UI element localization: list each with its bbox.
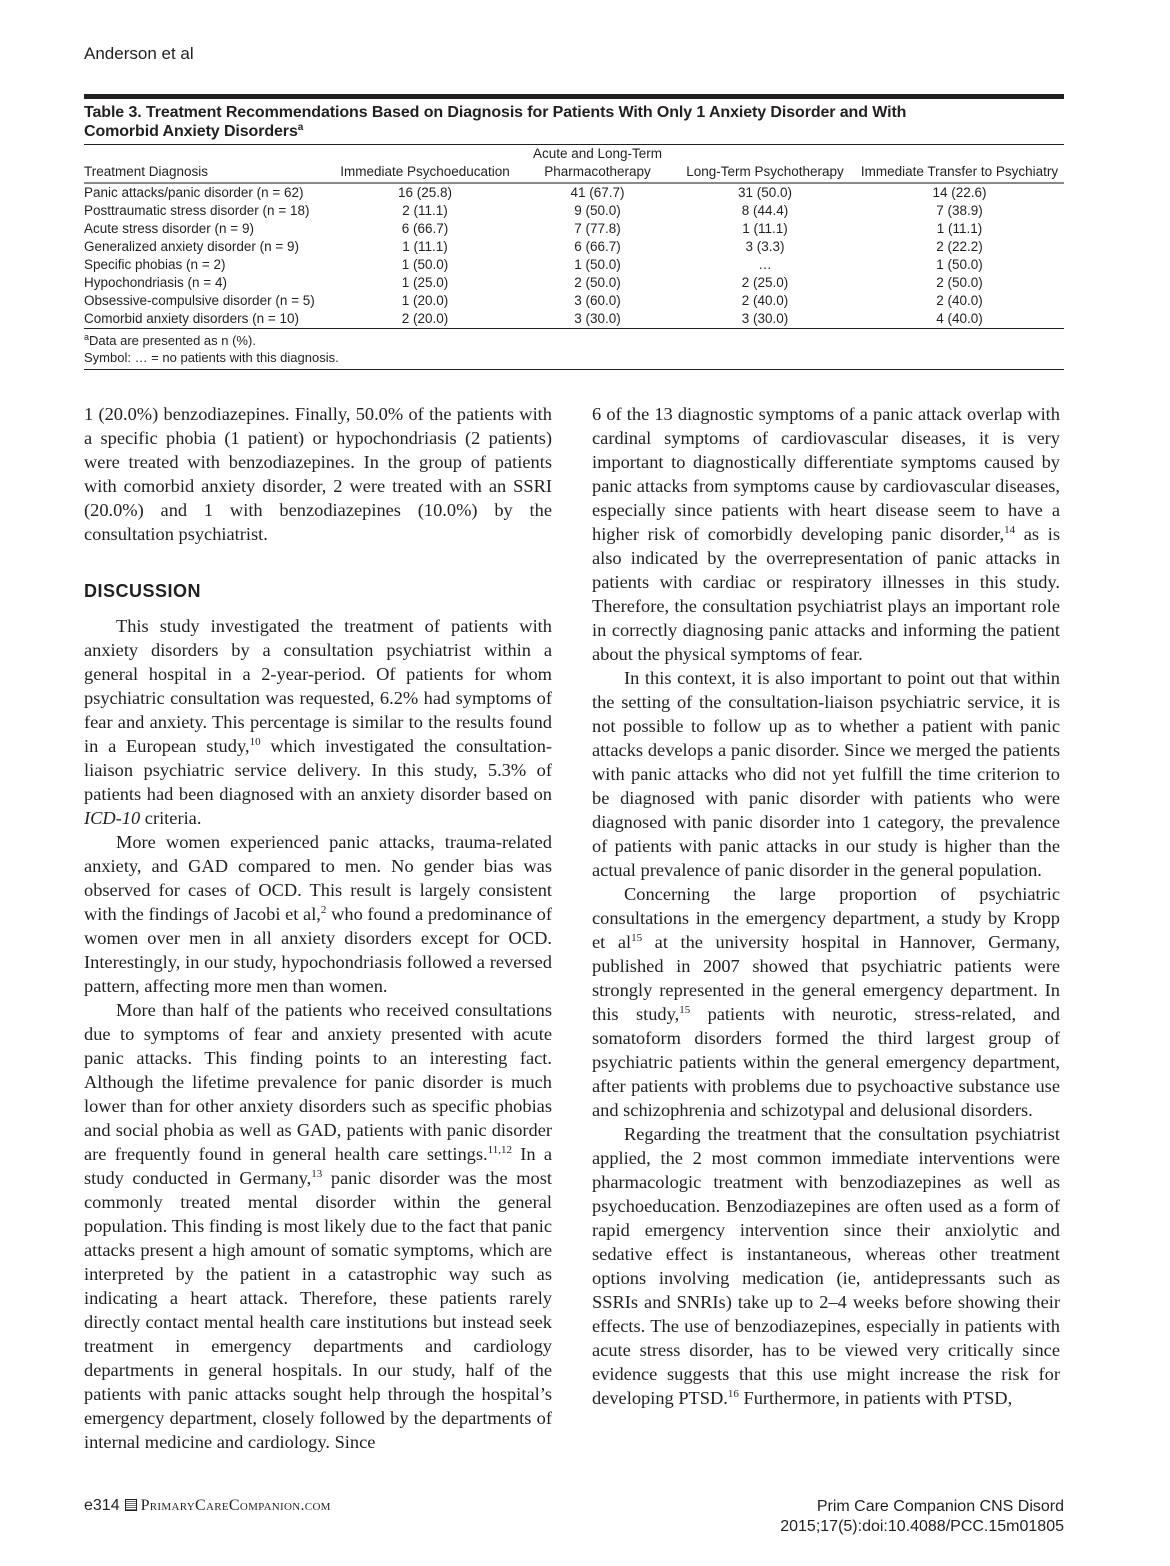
table-title-line-1: Table 3. Treatment Recommendations Based on Diagnosis for Patients With Only 1 Anxiety Disorder and With bbox=[84, 104, 907, 121]
section-heading-discussion: DISCUSSION bbox=[84, 581, 202, 601]
paragraph: In this context, it is also important to point out that within the setting of the consultation-liaison psychiatric service, it is not possible to follow up as to whether a patient with panic attacks develops a panic disorder. Since we merged the patients with panic attacks who did not yet fulfill the time criterion to be diagnosed with panic disorder with patients who were diagnosed with panic disorder into 1 category, the prevalence of patients with panic attacks in our study is higher than the actual prevalence of panic disorder in the general population. bbox=[592, 668, 1060, 880]
column-header: Immediate Psychoeducation bbox=[340, 164, 510, 179]
table-end-rule bbox=[84, 369, 1064, 370]
footnote-marker: a bbox=[297, 122, 304, 133]
paragraph: This study investigated the treatment of patients with anxiety disorders by a consultation psychiatrist within a general hospital in a 2-year-period. Of patients for whom psychiatric consultation was requested, 6.2% had symptoms of fear and anxiety. This percentage is similar to the results found in a European study,$^{10}$ which investigated the consultation-liaison psychiatric service delivery. In this study, 5.3% of patients had been diagnosed with an anxiety disorder based on ICD-10 criteria. bbox=[84, 616, 553, 828]
doi-citation: 2015;17(5):doi:10.4088/PCC.15m01805 bbox=[780, 1518, 1064, 1535]
table-row: Obsessive-compulsive disorder (n = 5) 1 (20.0) 3 (60.0) 2 (40.0) 2 (40.0) bbox=[84, 293, 983, 308]
citation: 14 bbox=[1004, 524, 1016, 536]
table-row: Posttraumatic stress disorder (n = 18) 2 (11.1) 9 (50.0) 8 (44.4) 7 (38.9) bbox=[84, 203, 983, 218]
paragraph: More than half of the patients who received consultations due to symptoms of fear and anxiety presented with acute panic attacks. This finding points to an interesting fact. Although the lifetime prevalence for panic disorder is much lower than for other anxiety disorders such as specific phobias and social phobia as well as GAD, patients with panic disorder are frequently found in general health care settings.$^{11,12}$ In a study conducted in Germany,$^{13}$ panic disorder was the most commonly treated mental disorder within the general population. This finding is most likely due to the fact that panic attacks present a high amount of somatic symptoms, which are interpreted by the patient in a catastrophic way such as indicating a heart attack. Therefore, these patients rarely directly contact mental health care institutions but instead seek treatment in emergency departments and cardiology departments in general hospitals. In our study, half of the patients with panic attacks sought help through the hospital’s emergency department, closely followed by the departments of internal medicine and cardiology. Since bbox=[84, 1000, 553, 1452]
citation: 13 bbox=[311, 1168, 323, 1180]
citation: 2 bbox=[320, 904, 327, 916]
citation: 10 bbox=[249, 736, 261, 748]
column-header: Acute and Long-Term Pharmacotherapy bbox=[532, 146, 663, 179]
journal-name: Prim Care Companion CNS Disord bbox=[816, 1498, 1064, 1515]
table-top-rule bbox=[84, 94, 1064, 99]
paragraph: Concerning the large proportion of psychiatric consultations in the emergency department, a study by Kropp et $al^{15}$ at the university hospital in Hannover, Germany, published in 2007 showed that psychiatric patients were strongly represented in the general emergency department. In this study,$^{15}$ patients with neurotic, stress-related, and somatoform disorders formed the third largest group of psychiatric patients within the general emergency department, after patients with problems due to psychoactive substance use and schizophrenia and schizotypal and delusional disorders. bbox=[592, 884, 1060, 1120]
citation: 16 bbox=[727, 1388, 739, 1400]
citation: 15 bbox=[679, 1004, 691, 1016]
paragraph: More women experienced panic attacks, trauma-related anxiety, and GAD compared to men. No gender bias was observed for cases of OCD. This result is largely consistent with the findings of Jacobi et al,$^2$ who found a predominance of women over men in all anxiety disorders except for OCD. Interestingly, in our study, hypochondriasis followed a reversed pattern, affecting more men than women. bbox=[84, 832, 552, 996]
column-header: Long-Term Psychotherapy bbox=[686, 164, 844, 179]
column-header: Immediate Transfer to Psychiatry bbox=[860, 164, 1059, 179]
table-row: Acute stress disorder (n = 9) 6 (66.7) 7 (77.8) 1 (11.1) 1 (11.1) bbox=[84, 221, 983, 236]
page-footer-right bbox=[780, 1497, 1064, 1537]
paragraph: Regarding the treatment that the consultation psychiatrist applied, the 2 most common immediate interventions were pharmacologic treatment with benzodiazepines as well as psychoeducation. Benzodiazepines are often used as a form of rapid emergency intervention since their anxiolytic and sedative effect is instantaneous, whereas other treatment options involving medication (ie, antidepressants such as SSRIs and SNRIs) take up to 2–4 weeks before showing their effects. The use of benzodiazepines, especially in patients with acute stress disorder, has to be viewed very critically since evidence suggests that this use might increase the risk for developing PTSD.$^{16}$ Furthermore, in patients with PTSD, bbox=[592, 1124, 1060, 1408]
right-column bbox=[592, 402, 1060, 1410]
column-header: Treatment Diagnosis bbox=[84, 164, 209, 179]
paragraph: 1 (20.0%) benzodiazepines. Finally, 50.0% of the patients with a specific phobia (1 patient) or hypochondriasis (2 patients) were treated with benzodiazepines. In the group of patients with comorbid anxiety disorder, 2 were treated with an SSRI (20.0%) and 1 with benzodiazepines (10.0%) by the consultation psychiatrist. bbox=[84, 404, 552, 544]
table-3 bbox=[84, 94, 1064, 370]
table-row: Generalized anxiety disorder (n = 9) 1 (11.1) 6 (66.7) 3 (3.3) 2 (22.2) bbox=[84, 239, 983, 254]
table-footnotes bbox=[84, 329, 1064, 369]
citation: 11,12 bbox=[487, 1144, 512, 1156]
table-row: Hypochondriasis (n = 4) 1 (25.0) 2 (50.0) 2 (25.0) 2 (50.0) bbox=[84, 275, 983, 290]
footnote-a: $^a$Data are presented as n (%). bbox=[84, 332, 256, 348]
citation: 15 bbox=[631, 932, 643, 944]
table-row: Specific phobias (n = 2) 1 (50.0) 1 (50.0) … 1 (50.0) bbox=[84, 257, 983, 272]
paragraph: 6 of the 13 diagnostic symptoms of a panic attack overlap with cardinal symptoms of cardiovascular diseases, it is very important to diagnostically differentiate symptoms caused by panic attacks from symptoms cause by cardiovascular diseases, especially since patients with heart disease seem to have a higher risk of comorbidly developing panic disorder,$^{14}$ as is also indicated by the overrepresentation of panic attacks in patients with cardiac or respiratory illnesses in this study. Therefore, the consultation psychiatrist plays an important role in correctly diagnosing panic attacks and informing the patient about the physical symptoms of fear. bbox=[592, 404, 1060, 664]
page-number: e314 bbox=[84, 1497, 120, 1514]
table-header-row bbox=[84, 145, 1064, 182]
page-footer-left bbox=[84, 1497, 331, 1515]
table-row: Panic attacks/panic disorder (n = 62) 16 (25.8) 41 (67.7) 31 (50.0) 14 (22.6) bbox=[84, 185, 987, 200]
treatment-table bbox=[84, 145, 1064, 328]
table-row: Comorbid anxiety disorders (n = 10) 2 (20.0) 3 (30.0) 3 (30.0) 4 (40.0) bbox=[84, 311, 983, 326]
running-head: Anderson et al bbox=[84, 44, 194, 63]
left-column bbox=[84, 402, 552, 1454]
square-bullet-icon bbox=[125, 1499, 137, 1511]
table-title bbox=[84, 103, 1064, 141]
table-title-line-2: Comorbid Anxiety Disorders$^a$ bbox=[84, 122, 304, 140]
footnote-symbol: Symbol: … = no patients with this diagnosis. bbox=[84, 350, 339, 365]
site-name: PrimaryCareCompanion.com bbox=[140, 1497, 331, 1514]
